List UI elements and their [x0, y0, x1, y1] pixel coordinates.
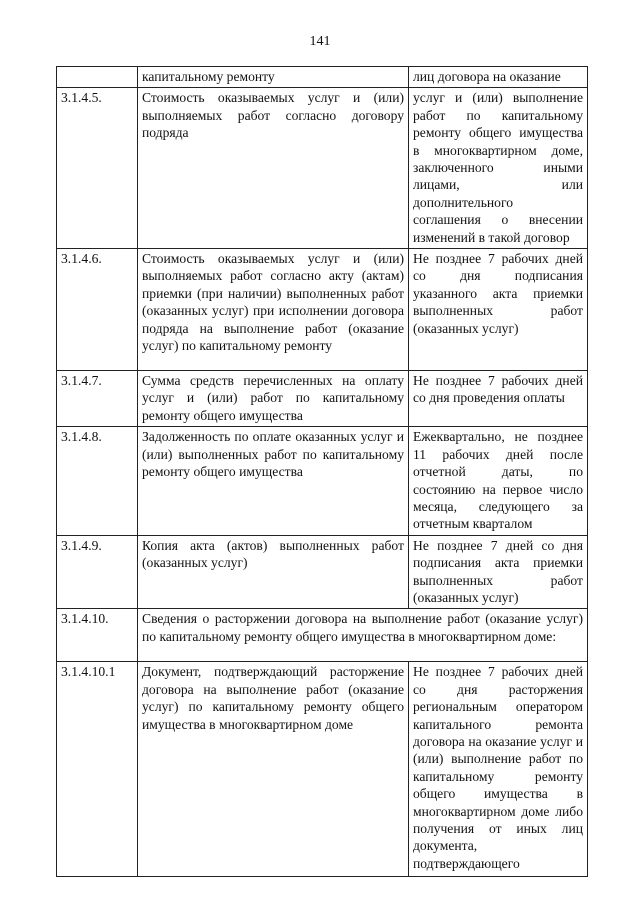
table-row: [57, 88, 588, 249]
table-row: [57, 427, 588, 535]
page-number: 141: [309, 34, 331, 49]
table-row: [57, 609, 588, 662]
row-description: Сумма средств перечисленных на оплату услуг и (или) работ по капитальному ремонту общего имущества: [138, 371, 409, 427]
row-number: [57, 67, 138, 88]
table-row: [57, 662, 588, 877]
row-description: капитальному ремонту: [138, 67, 409, 88]
table-row: [57, 67, 588, 88]
row-deadline: Не позднее 7 рабочих дней со дня подписания указанного акта приемки выполненных работ (оказанных услуг): [409, 249, 588, 371]
row-number: 3.1.4.10.1: [57, 662, 138, 877]
row-number: 3.1.4.10.: [57, 609, 138, 662]
row-deadline: лиц договора на оказание: [409, 67, 588, 88]
table-row: [57, 371, 588, 427]
row-description: Документ, подтверждающий расторжение договора на выполнение работ (оказание услуг) по капитальному ремонту общего имущества в многоквартирном доме: [138, 662, 409, 877]
row-number: 3.1.4.8.: [57, 427, 138, 535]
row-deadline: Не позднее 7 дней со дня подписания акта приемки выполненных работ (оказанных услуг): [409, 535, 588, 609]
table-row: [57, 249, 588, 371]
requirements-table: [56, 66, 588, 877]
table-row: [57, 535, 588, 609]
row-deadline: Ежеквартально, не позднее 11 рабочих дней после отчетной даты, по состоянию на первое число месяца, следующего за отчетным кварталом: [409, 427, 588, 535]
row-number: 3.1.4.9.: [57, 535, 138, 609]
row-number: 3.1.4.7.: [57, 371, 138, 427]
row-description: Копия акта (актов) выполненных работ (оказанных услуг): [138, 535, 409, 609]
row-deadline: Не позднее 7 рабочих дней со дня проведения оплаты: [409, 371, 588, 427]
row-description: Стоимость оказываемых услуг и (или) выполняемых работ согласно акту (актам) приемки (при наличии) выполненных работ (оказанных услуг) при исполнении договора подряда на выполнение работ (оказание услуг) по капитальному ремонту: [138, 249, 409, 371]
row-description: Задолженность по оплате оказанных услуг и (или) выполненных работ по капитальному ремонту общего имущества: [138, 427, 409, 535]
row-deadline: услуг и (или) выполнение работ по капитальному ремонту общего имущества в многоквартирном доме, заключенного иными лицами, или дополнительного соглашения о внесении изменений в такой договор: [409, 88, 588, 249]
row-deadline: Не позднее 7 рабочих дней со дня расторжения региональным оператором капитального ремонта договора на оказание услуг и (или) выполнение работ по капитальному ремонту общего имущества в многоквартирном доме либо получения от иных лиц документа, подтверждающего: [409, 662, 588, 877]
row-section-heading: Сведения о расторжении договора на выполнение работ (оказание услуг) по капитальному ремонту общего имущества в многоквартирном доме:: [138, 609, 588, 662]
row-number: 3.1.4.6.: [57, 249, 138, 371]
row-description: Стоимость оказываемых услуг и (или) выполняемых работ согласно договору подряда: [138, 88, 409, 249]
row-number: 3.1.4.5.: [57, 88, 138, 249]
